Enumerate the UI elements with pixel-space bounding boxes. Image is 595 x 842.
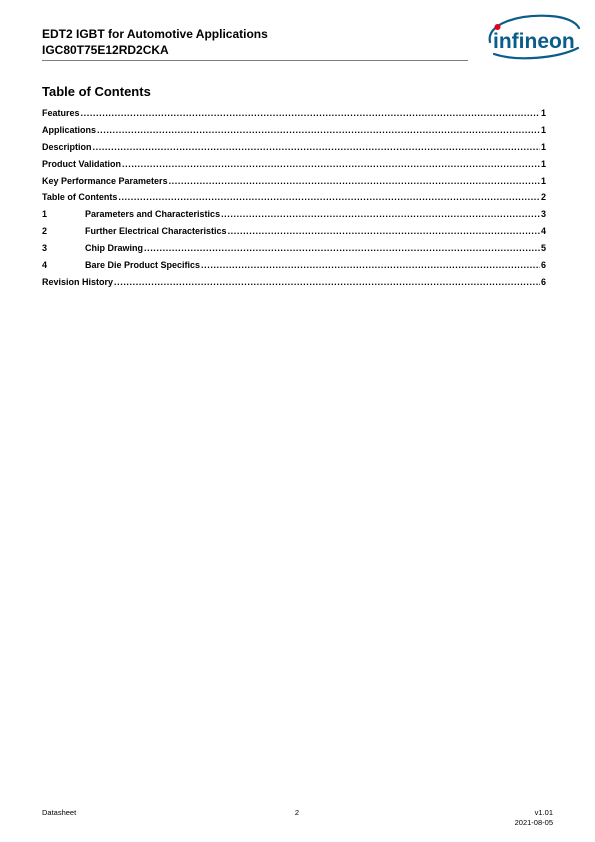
toc-leader-dots bbox=[93, 139, 540, 156]
toc-entry-page: 6 bbox=[540, 276, 546, 287]
toc-entry[interactable] bbox=[42, 274, 546, 291]
table-of-contents bbox=[42, 105, 546, 291]
toc-leader-dots bbox=[201, 257, 540, 274]
toc-leader-dots bbox=[81, 105, 540, 122]
toc-entry[interactable] bbox=[42, 139, 546, 156]
toc-entry-label: Applications bbox=[42, 124, 97, 135]
toc-entry-page: 1 bbox=[540, 158, 546, 169]
document-header bbox=[42, 26, 468, 61]
footer-version: v1.01 bbox=[534, 808, 553, 817]
toc-leader-dots bbox=[228, 223, 540, 240]
toc-leader-dots bbox=[169, 173, 540, 190]
toc-entry-page: 3 bbox=[540, 209, 546, 220]
toc-entry-label: Features bbox=[42, 108, 80, 118]
toc-entry-label: Product Validation bbox=[42, 158, 122, 169]
footer-doc-type: Datasheet bbox=[42, 808, 77, 817]
toc-entry-label: Parameters and Characteristics bbox=[85, 209, 221, 220]
toc-entry[interactable] bbox=[42, 156, 546, 173]
toc-entry-page: 2 bbox=[540, 192, 546, 203]
toc-entry-page: 1 bbox=[540, 108, 546, 118]
toc-entry[interactable] bbox=[42, 173, 546, 190]
document-title: EDT2 IGBT for Automotive Applications bbox=[42, 27, 268, 41]
infineon-logo bbox=[478, 12, 584, 62]
toc-entry[interactable] bbox=[42, 240, 546, 257]
toc-entry-page: 5 bbox=[540, 243, 546, 254]
part-number: IGC80T75E12RD2CKA bbox=[42, 43, 169, 57]
toc-leader-dots bbox=[221, 206, 540, 223]
toc-entry[interactable] bbox=[42, 206, 546, 223]
toc-entry[interactable] bbox=[42, 122, 546, 139]
toc-entry-number: 3 bbox=[42, 243, 48, 254]
toc-entry-number: 4 bbox=[42, 260, 48, 271]
toc-entry-page: 1 bbox=[540, 124, 546, 135]
toc-entry-page: 1 bbox=[540, 175, 546, 186]
toc-entry-label: Revision History bbox=[42, 276, 114, 287]
toc-leader-dots bbox=[97, 122, 540, 139]
toc-entry[interactable] bbox=[42, 223, 546, 240]
logo-text: infineon bbox=[493, 30, 575, 53]
toc-entry-label: Bare Die Product Specifics bbox=[85, 260, 201, 271]
footer-version-block bbox=[515, 808, 553, 828]
toc-leader-dots bbox=[144, 240, 540, 257]
toc-entry-page: 1 bbox=[540, 141, 546, 152]
toc-entry-label: Key Performance Parameters bbox=[42, 175, 168, 186]
toc-entry[interactable] bbox=[42, 257, 546, 274]
toc-entry-number: 1 bbox=[42, 209, 48, 220]
footer-date: 2021-08-05 bbox=[514, 818, 553, 827]
toc-entry-number: 2 bbox=[42, 226, 48, 237]
toc-entry-label: Table of Contents bbox=[42, 192, 118, 203]
toc-leader-dots bbox=[122, 156, 540, 173]
footer-page-number: 2 bbox=[294, 808, 300, 817]
toc-entry-page: 4 bbox=[540, 226, 546, 237]
toc-title: Table of Contents bbox=[42, 84, 151, 99]
toc-entry[interactable] bbox=[42, 105, 546, 122]
toc-entry[interactable] bbox=[42, 189, 546, 206]
toc-leader-dots bbox=[118, 189, 540, 206]
toc-leader-dots bbox=[114, 274, 540, 291]
toc-entry-page: 6 bbox=[540, 260, 546, 271]
toc-entry-label: Chip Drawing bbox=[85, 243, 143, 254]
toc-entry-label: Description bbox=[42, 141, 92, 152]
toc-entry-label: Further Electrical Characteristics bbox=[85, 226, 227, 237]
